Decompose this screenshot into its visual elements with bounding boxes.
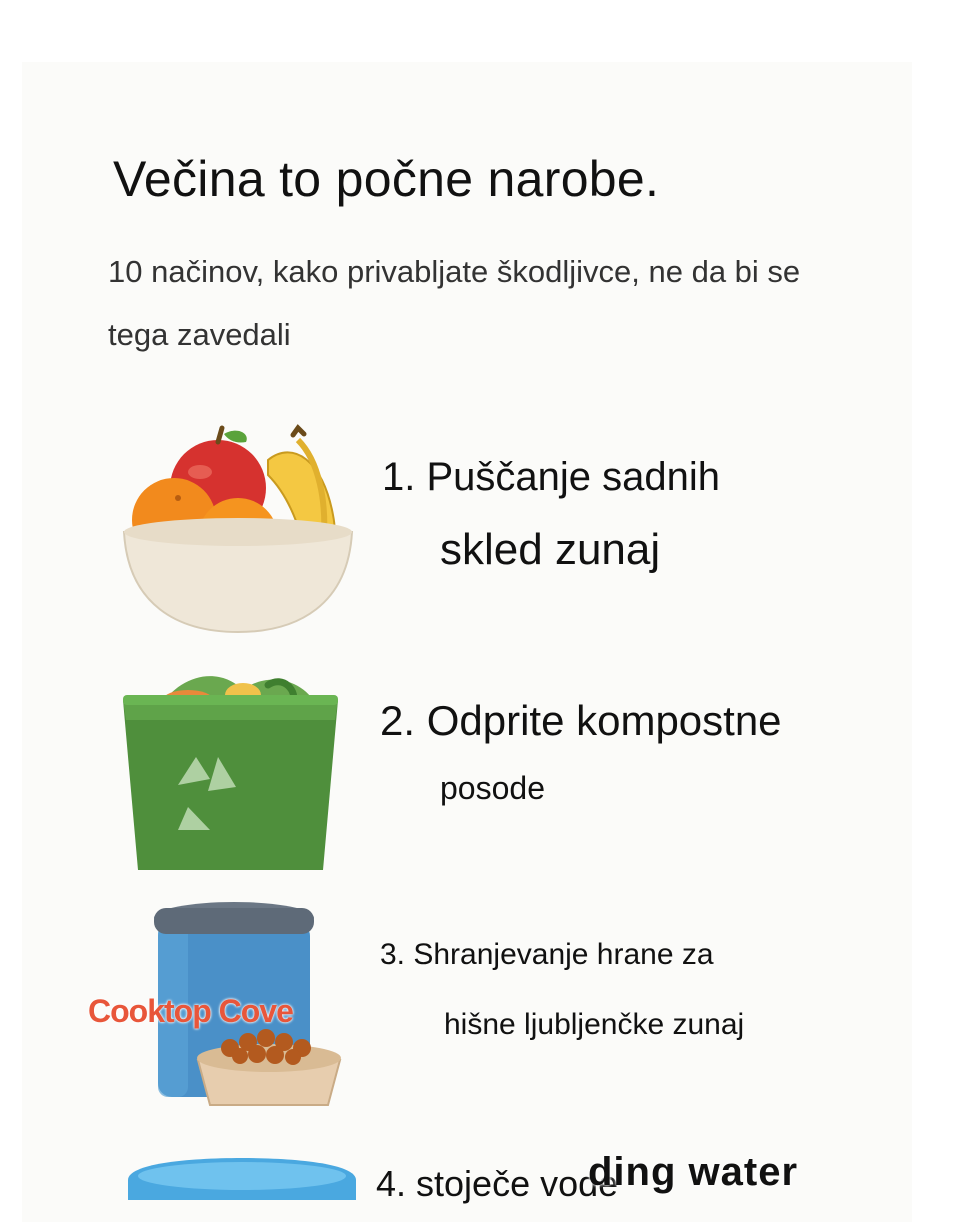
overlay-caption: ding water (588, 1150, 799, 1194)
page-title: Večina to počne narobe. (113, 151, 660, 207)
item-2-title: 2. Odprite kompostne (380, 697, 782, 744)
page-subtitle: 10 načinov, kako privabljate škodljivce, ne da bi se tega zavedali (108, 254, 801, 352)
item-3-subtitle: hišne ljubljenčke zunaj (444, 1008, 745, 1041)
item-3-title: 3. Shranjevanje hrane za (380, 938, 714, 971)
fruit-bowl-icon (118, 420, 358, 635)
item-2-subtitle: posode (440, 770, 545, 806)
item-1-title: 1. Puščanje sadnih (382, 455, 721, 499)
item-1-subtitle: skled zunaj (440, 525, 661, 574)
item-4-title: 4. stoječe vode (376, 1163, 619, 1204)
compost-bin-icon (118, 665, 343, 880)
water-bowl-icon (126, 1156, 358, 1200)
watermark: Cooktop Cove (88, 993, 293, 1029)
